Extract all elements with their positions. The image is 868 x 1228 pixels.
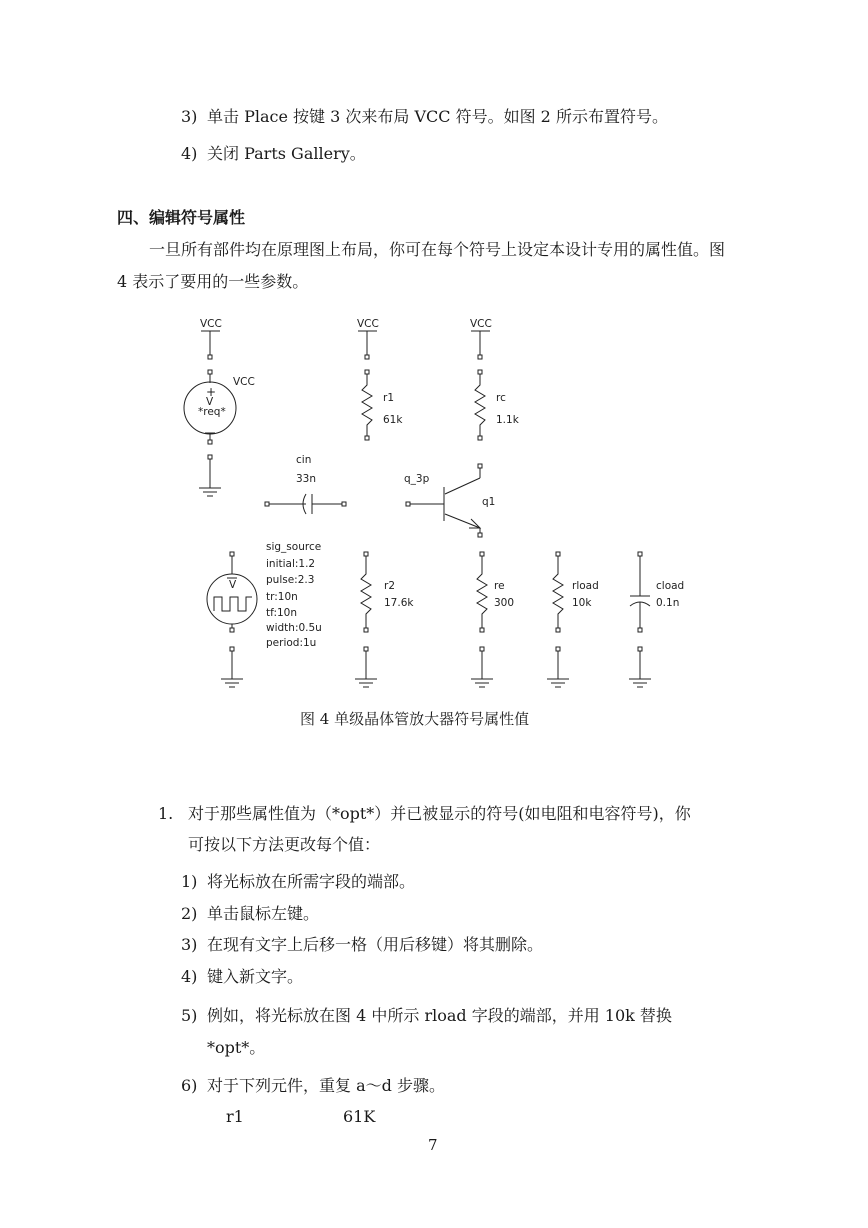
list-text-line1: 对于那些属性值为（*opt*）并已被显示的符号(如电阻和电容符号)，你: [188, 804, 691, 823]
cin-name: cin: [296, 454, 312, 466]
sub-step-1: [181, 871, 415, 893]
list-item-1: [158, 803, 691, 825]
q-name: q1: [482, 496, 496, 508]
sig-source-v: V: [229, 579, 237, 591]
step-text: 键入新文字。: [207, 967, 304, 986]
sig-param-tf: tf:10n: [266, 607, 297, 619]
sub-step-2: [181, 903, 319, 925]
sub-step-6: [181, 1075, 445, 1097]
vcc-label-3: VCC: [470, 318, 492, 330]
r1-value: 61k: [383, 414, 403, 426]
cload-value: 0.1n: [656, 597, 680, 609]
sig-param-period: period:1u: [266, 637, 317, 649]
figure-caption: 图 4 单级晶体管放大器符号属性值: [300, 710, 530, 728]
rc-name: rc: [496, 392, 506, 404]
list-item-1-cont: 可按以下方法更改每个值：: [188, 835, 381, 854]
sub-step-5-cont: *opt*。: [207, 1038, 266, 1057]
step-text: 关闭 Parts Gallery。: [207, 144, 366, 163]
r2-name: r2: [384, 580, 395, 592]
r1-name: r1: [383, 392, 394, 404]
step-number: 3): [181, 935, 198, 954]
step-text: 例如，将光标放在图 4 中所示 rload 字段的端部，并用 10k 替换: [207, 1006, 672, 1025]
step-text: 单击鼠标左键。: [207, 904, 320, 923]
table-cell-component: r1: [226, 1107, 244, 1126]
step-number: 6): [181, 1076, 198, 1095]
rc-value: 1.1k: [496, 414, 519, 426]
vcc-source-plus: +: [206, 385, 217, 399]
rload-name: rload: [572, 580, 599, 592]
vcc-source-value: *req*: [198, 406, 226, 418]
r2-value: 17.6k: [384, 597, 414, 609]
step-number: 1): [181, 872, 198, 891]
step-number: 5): [181, 1006, 198, 1025]
sub-step-5: [181, 1005, 672, 1027]
cload-name: cload: [656, 580, 685, 592]
q-model: q_3p: [404, 473, 430, 485]
rload-value: 10k: [572, 597, 592, 609]
sub-step-4: [181, 966, 303, 988]
vcc-label-1: VCC: [200, 318, 222, 330]
step-number: 3): [181, 107, 198, 126]
vcc-source-v: V: [206, 396, 214, 408]
intro-paragraph: 一旦所有部件均在原理图上布局，你可在每个符号上设定本设计专用的属性值。图 4 表示了要用的一些参数。: [117, 240, 726, 291]
sig-param-tr: tr:10n: [266, 591, 298, 603]
page-number: 7: [428, 1136, 438, 1154]
sig-param-width: width:0.5u: [266, 622, 322, 634]
re-value: 300: [494, 597, 515, 609]
step-3-top: [181, 106, 668, 128]
step-text: 将光标放在所需字段的端部。: [207, 872, 416, 891]
step-text: 单击 Place 按键 3 次来布局 VCC 符号。如图 2 所示布置符号。: [207, 107, 668, 126]
vcc-source-name: VCC: [233, 376, 255, 388]
sub-step-3: [181, 934, 543, 956]
sig-param-initial: initial:1.2: [266, 558, 316, 570]
schematic-wires: [184, 331, 651, 687]
step-number: 4): [181, 967, 198, 986]
step-text: 在现有文字上后移一格（用后移键）将其删除。: [207, 935, 544, 954]
step-4-top: [181, 143, 366, 165]
sig-source-name: sig_source: [266, 541, 322, 553]
step-number: 2): [181, 904, 198, 923]
sig-param-pulse: pulse:2.3: [266, 574, 315, 586]
section-heading: 四、编辑符号属性: [117, 208, 246, 227]
cin-value: 33n: [296, 473, 317, 485]
step-text: 对于下列元件，重复 a～d 步骤。: [207, 1076, 445, 1095]
list-number: 1.: [158, 804, 174, 823]
table-cell-value: 61K: [343, 1107, 376, 1126]
re-name: re: [494, 580, 505, 592]
vcc-label-2: VCC: [357, 318, 379, 330]
step-number: 4): [181, 144, 198, 163]
